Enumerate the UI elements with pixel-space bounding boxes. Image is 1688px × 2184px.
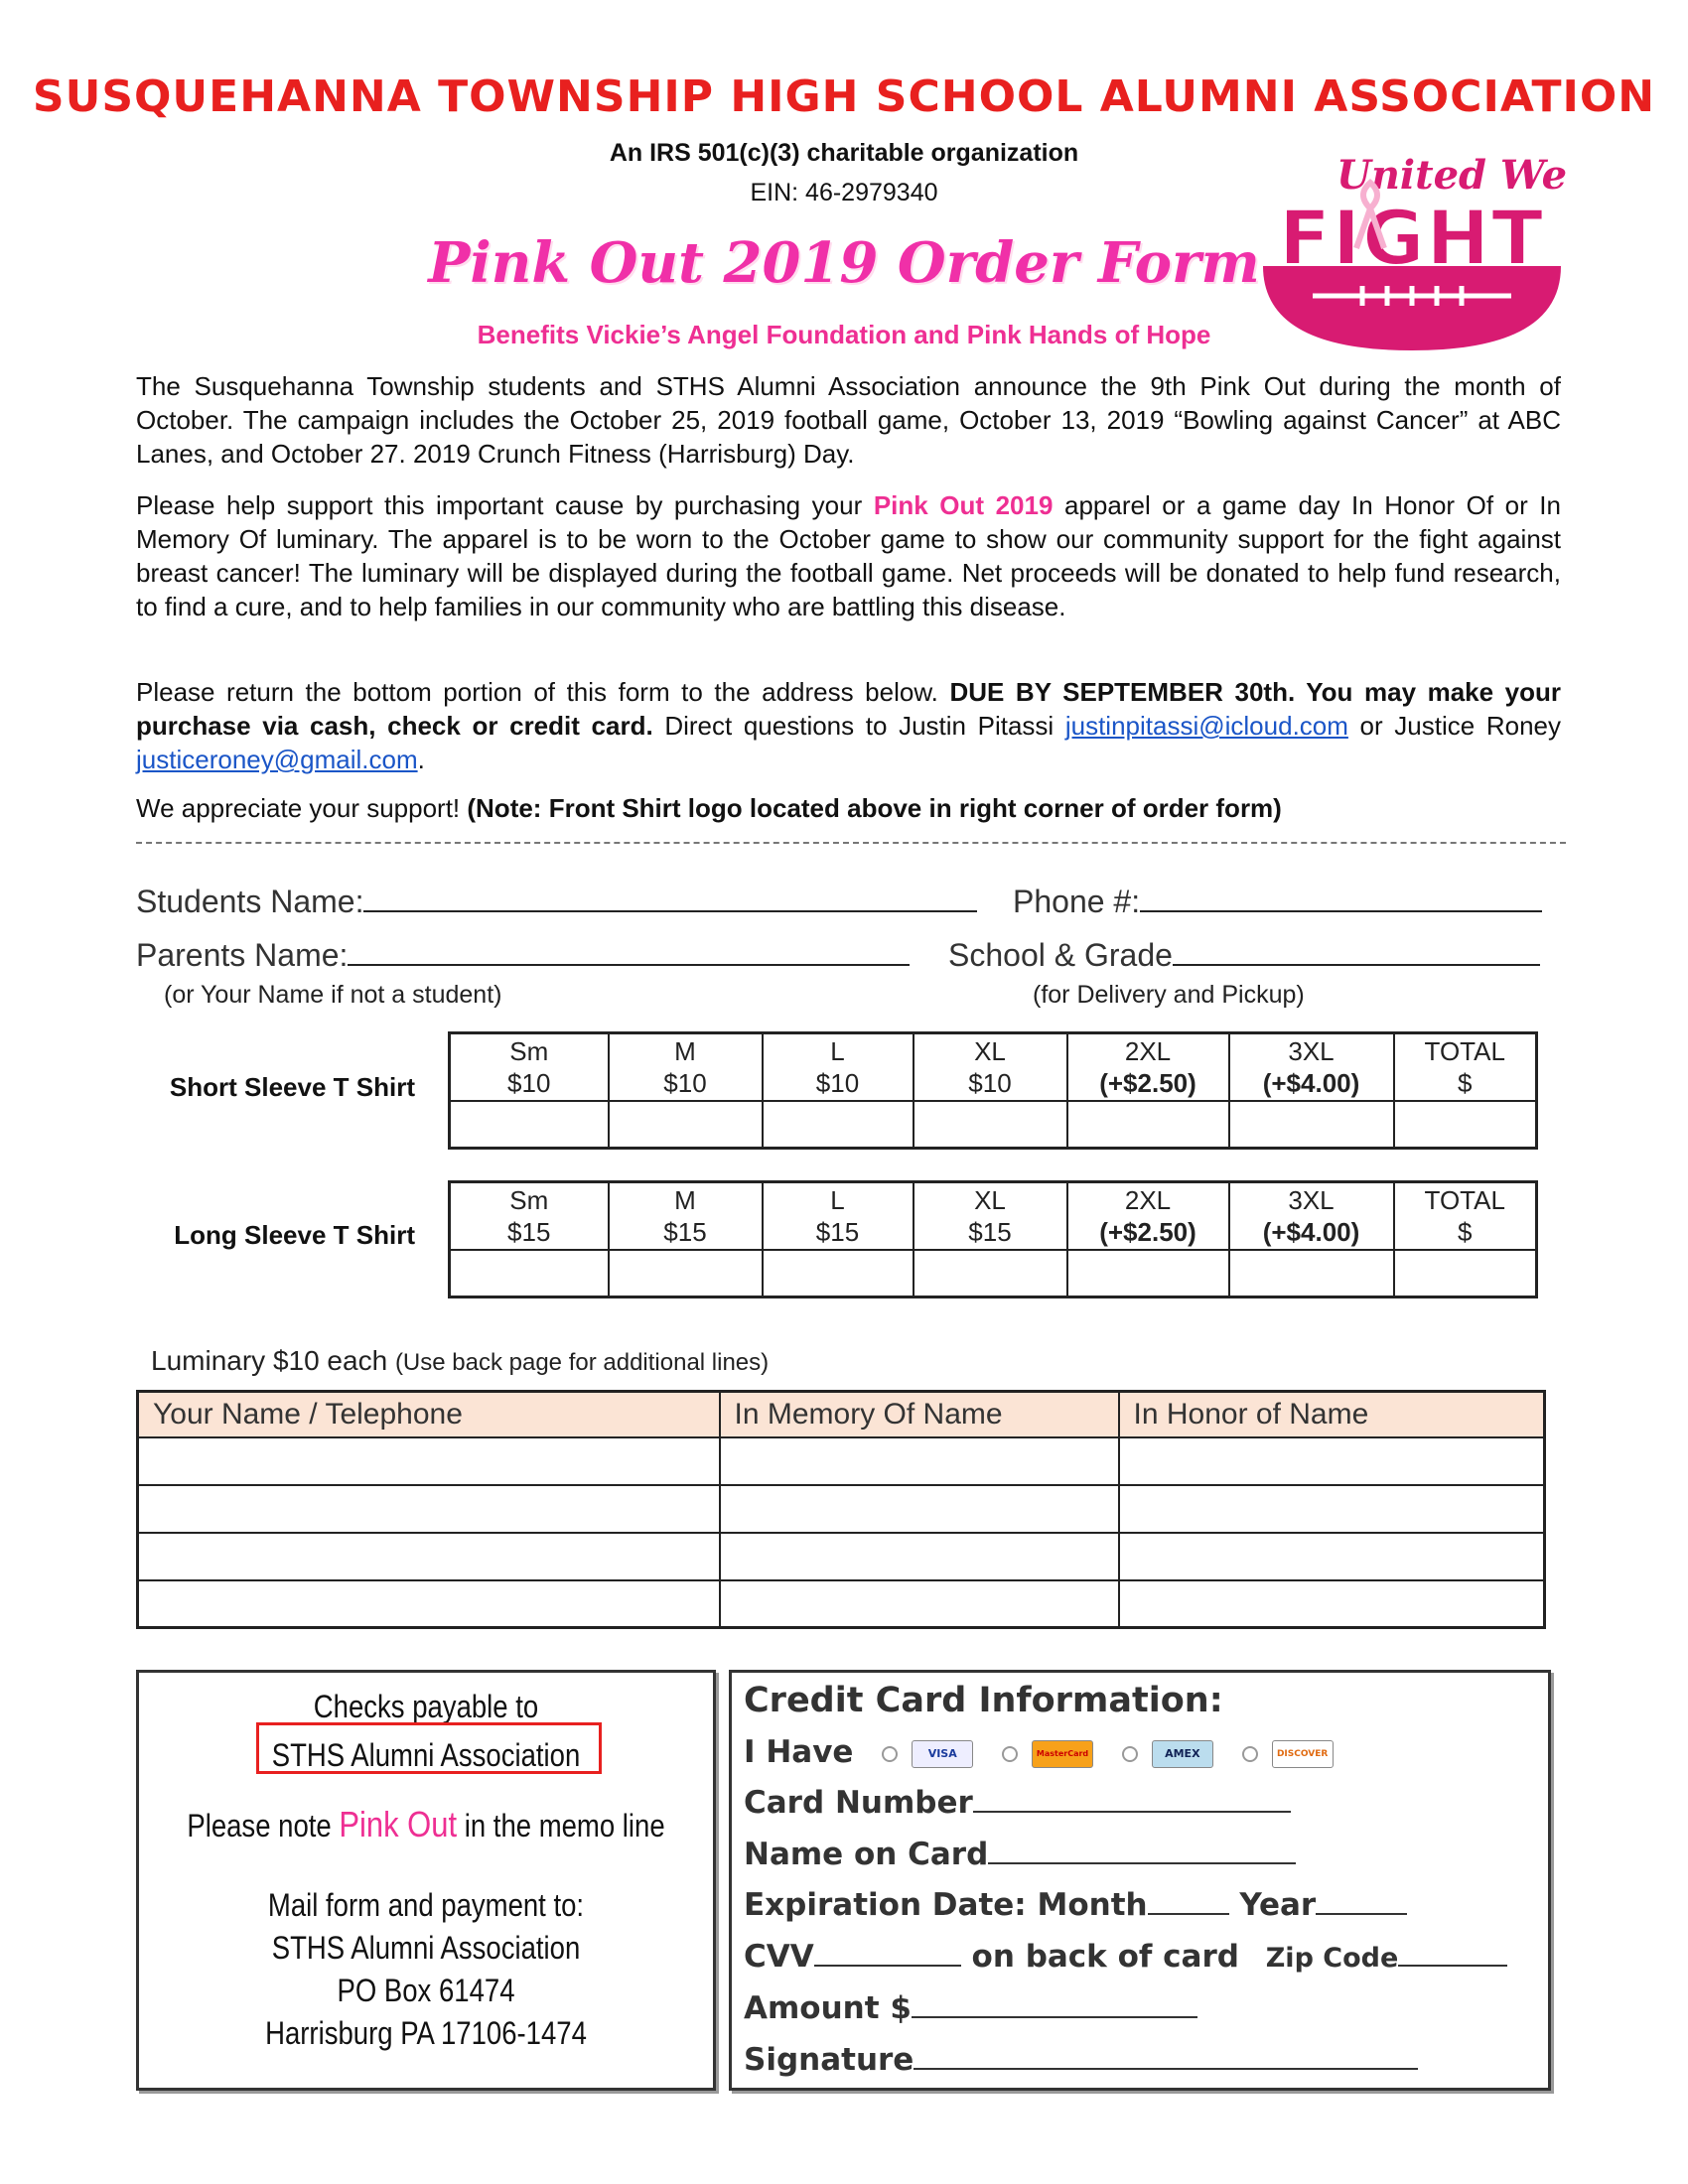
- luminary-table: [136, 1390, 1546, 1629]
- intro-paragraph-1: The Susquehanna Township students and STHS Alumni Association announce the 9th Pink Out during the month of October. The campaign includes the October 25, 2019 football game, October 13, 2019 “Bowling against Cancer” at ABC Lanes, and October 27. 2019 Crunch Fitness (Harrisburg) Day.: [136, 371, 1561, 469]
- ss-qty-2xl[interactable]: [1067, 1101, 1229, 1149]
- school-grade-label: School & Grade: [948, 937, 1173, 973]
- lum-header-memory: In Memory Of Name: [720, 1392, 1119, 1437]
- intro-paragraph-4: [136, 791, 1561, 825]
- ss-total[interactable]: [1394, 1101, 1537, 1149]
- mastercard-icon: MasterCard: [1032, 1740, 1093, 1768]
- visa-radio[interactable]: [882, 1746, 898, 1762]
- cc-amount-row[interactable]: Amount $: [744, 1990, 1197, 2026]
- luminary-note: (Use back page for additional lines): [394, 1349, 770, 1376]
- lum-cell[interactable]: [1119, 1580, 1545, 1628]
- checks-addr-2: PO Box 61474: [337, 1973, 515, 2008]
- email-link-justice[interactable]: justiceroney@gmail.com: [136, 745, 418, 774]
- checks-payee: STHS Alumni Association: [271, 1737, 581, 1773]
- checks-box: [136, 1670, 716, 2091]
- p2-pink-out: Pink Out 2019: [873, 490, 1054, 520]
- ss-qty-xl[interactable]: [914, 1101, 1067, 1149]
- visa-icon: VISA: [912, 1740, 973, 1768]
- checks-mail-to: Mail form and payment to:: [267, 1887, 585, 1923]
- ls-col-sm: Sm $15: [450, 1182, 609, 1250]
- ls-qty-3xl[interactable]: [1229, 1250, 1394, 1297]
- mastercard-radio[interactable]: [1002, 1746, 1018, 1762]
- ss-qty-m[interactable]: [609, 1101, 763, 1149]
- school-grade-line[interactable]: [1173, 940, 1540, 966]
- long-sleeve-table: [448, 1180, 1538, 1298]
- ss-qty-l[interactable]: [763, 1101, 914, 1149]
- checks-payable-to: Checks payable to: [313, 1689, 539, 1724]
- benefits-line: Benefits Vickie’s Angel Foundation and Pink Hands of Hope: [477, 320, 1211, 349]
- lum-cell[interactable]: [720, 1533, 1119, 1580]
- logo-main-text: FIGHT: [1278, 194, 1546, 282]
- name-on-card-line[interactable]: [988, 1841, 1296, 1864]
- cc-title: Credit Card Information:: [744, 1681, 1223, 1720]
- phone-line[interactable]: [1140, 887, 1542, 912]
- lum-cell[interactable]: [720, 1485, 1119, 1533]
- p4-text-a: We appreciate your support!: [136, 793, 468, 823]
- amount-line[interactable]: [912, 1994, 1197, 2018]
- ls-qty-sm[interactable]: [450, 1250, 609, 1297]
- school-grade-field[interactable]: [948, 937, 1540, 974]
- p2-text-a: Please help support this important cause by purchasing your: [136, 490, 874, 520]
- org-ein: EIN: 46-2979340: [750, 179, 938, 206]
- cut-line-divider: [136, 842, 1566, 844]
- students-name-label: Students Name:: [136, 884, 364, 919]
- ls-col-l: L $15: [763, 1182, 914, 1250]
- lum-header-honor: In Honor of Name: [1119, 1392, 1545, 1437]
- amex-radio[interactable]: [1122, 1746, 1138, 1762]
- p3-due-date: DUE BY SEPTEMBER 30th. You may make your purchase via cash, check or credit card.: [136, 677, 1562, 741]
- ss-qty-sm[interactable]: [450, 1101, 609, 1149]
- lum-cell[interactable]: [138, 1580, 720, 1628]
- signature-line[interactable]: [914, 2046, 1418, 2070]
- students-name-field[interactable]: [136, 884, 977, 920]
- lum-cell[interactable]: [138, 1533, 720, 1580]
- lum-cell[interactable]: [1119, 1533, 1545, 1580]
- ss-col-l: L $10: [763, 1033, 914, 1101]
- parents-hint: (or Your Name if not a student): [164, 981, 502, 1009]
- p3-text-c: or Justice Roney: [1347, 711, 1561, 741]
- ss-col-m: M $10: [609, 1033, 763, 1101]
- ls-qty-2xl[interactable]: [1067, 1250, 1229, 1297]
- cc-cvv-row[interactable]: CVV on back of card Zip Code: [744, 1939, 1507, 1975]
- logo-top-text: United We: [1336, 152, 1568, 199]
- email-link-justin[interactable]: justinpitassi@icloud.com: [1064, 711, 1348, 741]
- ls-col-3xl: 3XL (+$4.00): [1229, 1182, 1394, 1250]
- phone-field[interactable]: [1013, 884, 1542, 920]
- ss-col-sm: Sm $10: [450, 1033, 609, 1101]
- p3-text-a: Please return the bottom portion of this form to the address below.: [136, 677, 950, 707]
- cc-name-row[interactable]: Name on Card: [744, 1837, 1296, 1872]
- memo-pink-out: Pink Out: [339, 1804, 458, 1844]
- ls-total[interactable]: [1394, 1250, 1537, 1297]
- ss-col-xl: XL $10: [914, 1033, 1067, 1101]
- luminary-title: Luminary $10 each (Use back page for additional lines): [151, 1345, 770, 1376]
- parents-name-line[interactable]: [348, 940, 910, 966]
- exp-month-line[interactable]: [1148, 1891, 1229, 1915]
- amex-icon: AMEX: [1152, 1740, 1213, 1768]
- checks-memo-note: Please note Pink Out in the memo line: [187, 1804, 665, 1844]
- org-title: SUSQUEHANNA TOWNSHIP HIGH SCHOOL ALUMNI ASSOCIATION: [32, 71, 1656, 122]
- ss-col-3xl: 3XL (+$4.00): [1229, 1033, 1394, 1101]
- lum-cell[interactable]: [720, 1580, 1119, 1628]
- credit-card-box: [729, 1670, 1551, 2091]
- p3-text-d: .: [417, 745, 425, 774]
- discover-radio[interactable]: [1242, 1746, 1258, 1762]
- lum-cell[interactable]: [138, 1437, 720, 1485]
- cc-i-have-label: I Have: [744, 1734, 854, 1770]
- parents-name-field[interactable]: [136, 937, 910, 974]
- ls-col-m: M $15: [609, 1182, 763, 1250]
- zip-line[interactable]: [1398, 1943, 1507, 1967]
- cc-expiration-row[interactable]: Expiration Date: Month Year: [744, 1887, 1407, 1923]
- exp-year-line[interactable]: [1316, 1891, 1407, 1915]
- cc-card-number-row[interactable]: Card Number: [744, 1785, 1291, 1821]
- cc-signature-row[interactable]: Signature: [744, 2042, 1418, 2078]
- students-name-line[interactable]: [363, 887, 977, 912]
- ss-qty-3xl[interactable]: [1229, 1101, 1394, 1149]
- intro-paragraph-2: [136, 488, 1561, 623]
- ss-col-total: TOTAL $: [1394, 1033, 1537, 1101]
- lum-cell[interactable]: [1119, 1437, 1545, 1485]
- school-hint: (for Delivery and Pickup): [1033, 981, 1305, 1009]
- lum-cell[interactable]: [720, 1437, 1119, 1485]
- ss-col-2xl: 2XL (+$2.50): [1067, 1033, 1229, 1101]
- long-sleeve-label: Long Sleeve T Shirt: [174, 1220, 415, 1250]
- parents-name-label: Parents Name:: [136, 937, 349, 973]
- phone-label: Phone #:: [1013, 884, 1141, 919]
- lum-cell[interactable]: [1119, 1485, 1545, 1533]
- p3-text-b: Direct questions to Justin Pitassi: [652, 711, 1065, 741]
- lum-header-name: Your Name / Telephone: [138, 1392, 720, 1437]
- ls-col-total: TOTAL $: [1394, 1182, 1537, 1250]
- org-subtitle: An IRS 501(c)(3) charitable organization: [609, 139, 1079, 167]
- p4-note: (Note: Front Shirt logo located above in right corner of order form): [467, 793, 1282, 823]
- card-number-line[interactable]: [973, 1789, 1291, 1813]
- discover-icon: DISCOVER: [1272, 1740, 1334, 1768]
- ls-qty-m[interactable]: [609, 1250, 763, 1297]
- ls-qty-xl[interactable]: [914, 1250, 1067, 1297]
- p2-text-b: apparel or a game day In Honor Of or In Memory Of luminary. The apparel is to be worn to the October game to show our community support for the fight against breast cancer! The luminary will be displayed during the football game. Net proceeds will be donated to help fund research, to find a cure, and to help families in our community who are battling this disease.: [136, 490, 1561, 621]
- intro-paragraph-3: [136, 675, 1561, 776]
- short-sleeve-table: [448, 1031, 1538, 1150]
- cvv-line[interactable]: [814, 1943, 961, 1967]
- ls-col-xl: XL $15: [914, 1182, 1067, 1250]
- lum-cell[interactable]: [138, 1485, 720, 1533]
- ls-qty-l[interactable]: [763, 1250, 914, 1297]
- cc-i-have-row: [744, 1734, 1334, 1770]
- checks-addr-3: Harrisburg PA 17106-1474: [265, 2015, 587, 2051]
- ls-col-2xl: 2XL (+$2.50): [1067, 1182, 1229, 1250]
- checks-addr-1: STHS Alumni Association: [271, 1930, 581, 1966]
- united-we-fight-logo: [1253, 147, 1571, 355]
- short-sleeve-label: Short Sleeve T Shirt: [169, 1072, 415, 1102]
- form-title: Pink Out 2019 Order Form: [428, 230, 1260, 296]
